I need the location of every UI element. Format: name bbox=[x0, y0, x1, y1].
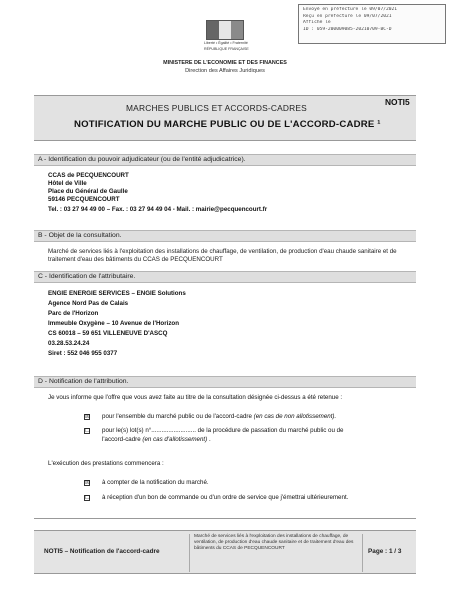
option-whole-checkbox[interactable]: ☒ bbox=[85, 414, 91, 420]
option-lots-line-1: pour le(s) lot(s) n°.......................... de la procédure de passation du marché public ou de bbox=[102, 427, 344, 434]
logo-country: RÉPUBLIQUE FRANÇAISE bbox=[204, 46, 249, 51]
awardee-building: Immeuble Oxygène – 10 Avenue de l'Horizon bbox=[48, 320, 179, 327]
authority-address-1: Hôtel de Ville bbox=[48, 180, 87, 187]
ministry-name: MINISTERE DE L'ECONOMIE ET DES FINANCES bbox=[163, 60, 287, 66]
footer-divider-right bbox=[362, 534, 363, 572]
exec-notification-checkbox[interactable]: ☒ bbox=[85, 480, 91, 486]
section-a-header: A - Identification du pouvoir adjudicateur (ou de l'entité adjudicatrice). bbox=[34, 154, 416, 166]
prefecture-stamp bbox=[298, 4, 446, 44]
option-lots-end: . bbox=[208, 436, 211, 443]
awardee-siret: Siret : 552 046 955 0377 bbox=[48, 350, 118, 357]
option-whole-note: (en cas de non allotissement). bbox=[253, 413, 337, 420]
exec-notification-label: à compter de la notification du marché. bbox=[102, 479, 209, 486]
consultation-object: Marché de services liés à l'exploitation des installations de chauffage, de ventilation, de production d'eau chaude sanitaire et de traitement d'eau des bâtiments du CCAS de PECQUENCOURT bbox=[48, 248, 397, 263]
stamp-line-received: Reçu en préfecture le 09/07/2021 bbox=[303, 13, 392, 19]
awardee-phone: 03.28.53.24.24 bbox=[48, 340, 90, 347]
footer-object: Marché de services liés à l'exploitation des installations de chauffage, de ventilation, de production d'eau chaude sanitaire et de traitement d'eau des bâtiments du CCAS de PECQUENCOURT bbox=[194, 534, 354, 551]
option-whole-label: pour l'ensemble du marché public ou de l'accord-cadre bbox=[102, 413, 252, 420]
option-whole-row bbox=[102, 413, 336, 421]
stamp-line-id: ID : 059-200009085-20210709-BC-D bbox=[303, 26, 392, 32]
page-title: NOTIFICATION DU MARCHE PUBLIC OU DE L'ACCORD-CADRE ¹ bbox=[74, 119, 381, 130]
option-lots-checkbox[interactable]: ☐ bbox=[85, 428, 91, 434]
option-lots-line-2: l'accord-cadre bbox=[102, 436, 141, 443]
section-d-header: D - Notification de l'attribution. bbox=[34, 376, 416, 388]
section-c-header: C - Identification de l'attributaire. bbox=[34, 271, 416, 283]
page-footer bbox=[34, 530, 416, 574]
footer-form-name: NOTI5 – Notification de l'accord-cadre bbox=[44, 548, 160, 555]
french-flag-icon bbox=[206, 20, 244, 40]
exec-order-checkbox[interactable]: ☐ bbox=[85, 495, 91, 501]
awardee-park: Parc de l'Horizon bbox=[48, 310, 99, 317]
footer-page-number: Page : 1 / 3 bbox=[368, 548, 402, 555]
option-lots-note: (en cas d'allotissement) bbox=[142, 436, 208, 443]
notification-intro: Je vous informe que l'offre que vous avez faite au titre de la consultation désignée ci-dessus a été retenue : bbox=[48, 394, 343, 401]
awardee-agency: Agence Nord Pas de Calais bbox=[48, 300, 129, 307]
direction-name: Direction des Affaires Juridiques bbox=[185, 68, 265, 74]
option-lots-line-2-row bbox=[102, 436, 211, 444]
awardee-cs: CS 60018 – 59 651 VILLENEUVE D'ASCQ bbox=[48, 330, 168, 337]
execution-intro: L'exécution des prestations commencera : bbox=[48, 460, 164, 467]
authority-contact: Tel. : 03 27 94 49 00 – Fax. : 03 27 94 49 04 - Mail. : mairie@pecquencourt.fr bbox=[48, 206, 268, 213]
authority-address-2: Place du Général de Gaulle bbox=[48, 188, 128, 195]
logo-motto: Liberté • Égalité • Fraternité bbox=[204, 41, 248, 45]
divider bbox=[34, 518, 416, 519]
authority-name: CCAS de PECQUENCOURT bbox=[48, 172, 129, 179]
section-b-header: B - Objet de la consultation. bbox=[34, 230, 416, 242]
stamp-line-sent: Envoyé en préfecture le 09/07/2021 bbox=[303, 7, 398, 12]
footer-divider-left bbox=[189, 534, 190, 572]
title-box bbox=[34, 95, 416, 141]
title-line-1: MARCHES PUBLICS ET ACCORDS-CADRES bbox=[126, 103, 307, 113]
exec-order-label: à réception d'un bon de commande ou d'un ordre de service que j'émettrai ultérieurement. bbox=[102, 494, 349, 501]
awardee-company: ENGIE ENERGIE SERVICES – ENGIE Solutions bbox=[48, 290, 186, 297]
authority-address-3: 59146 PECQUENCOURT bbox=[48, 196, 120, 203]
stamp-line-posted: Affiché le bbox=[303, 20, 331, 26]
form-code: NOTI5 bbox=[385, 97, 410, 107]
republique-francaise-logo bbox=[204, 20, 249, 51]
